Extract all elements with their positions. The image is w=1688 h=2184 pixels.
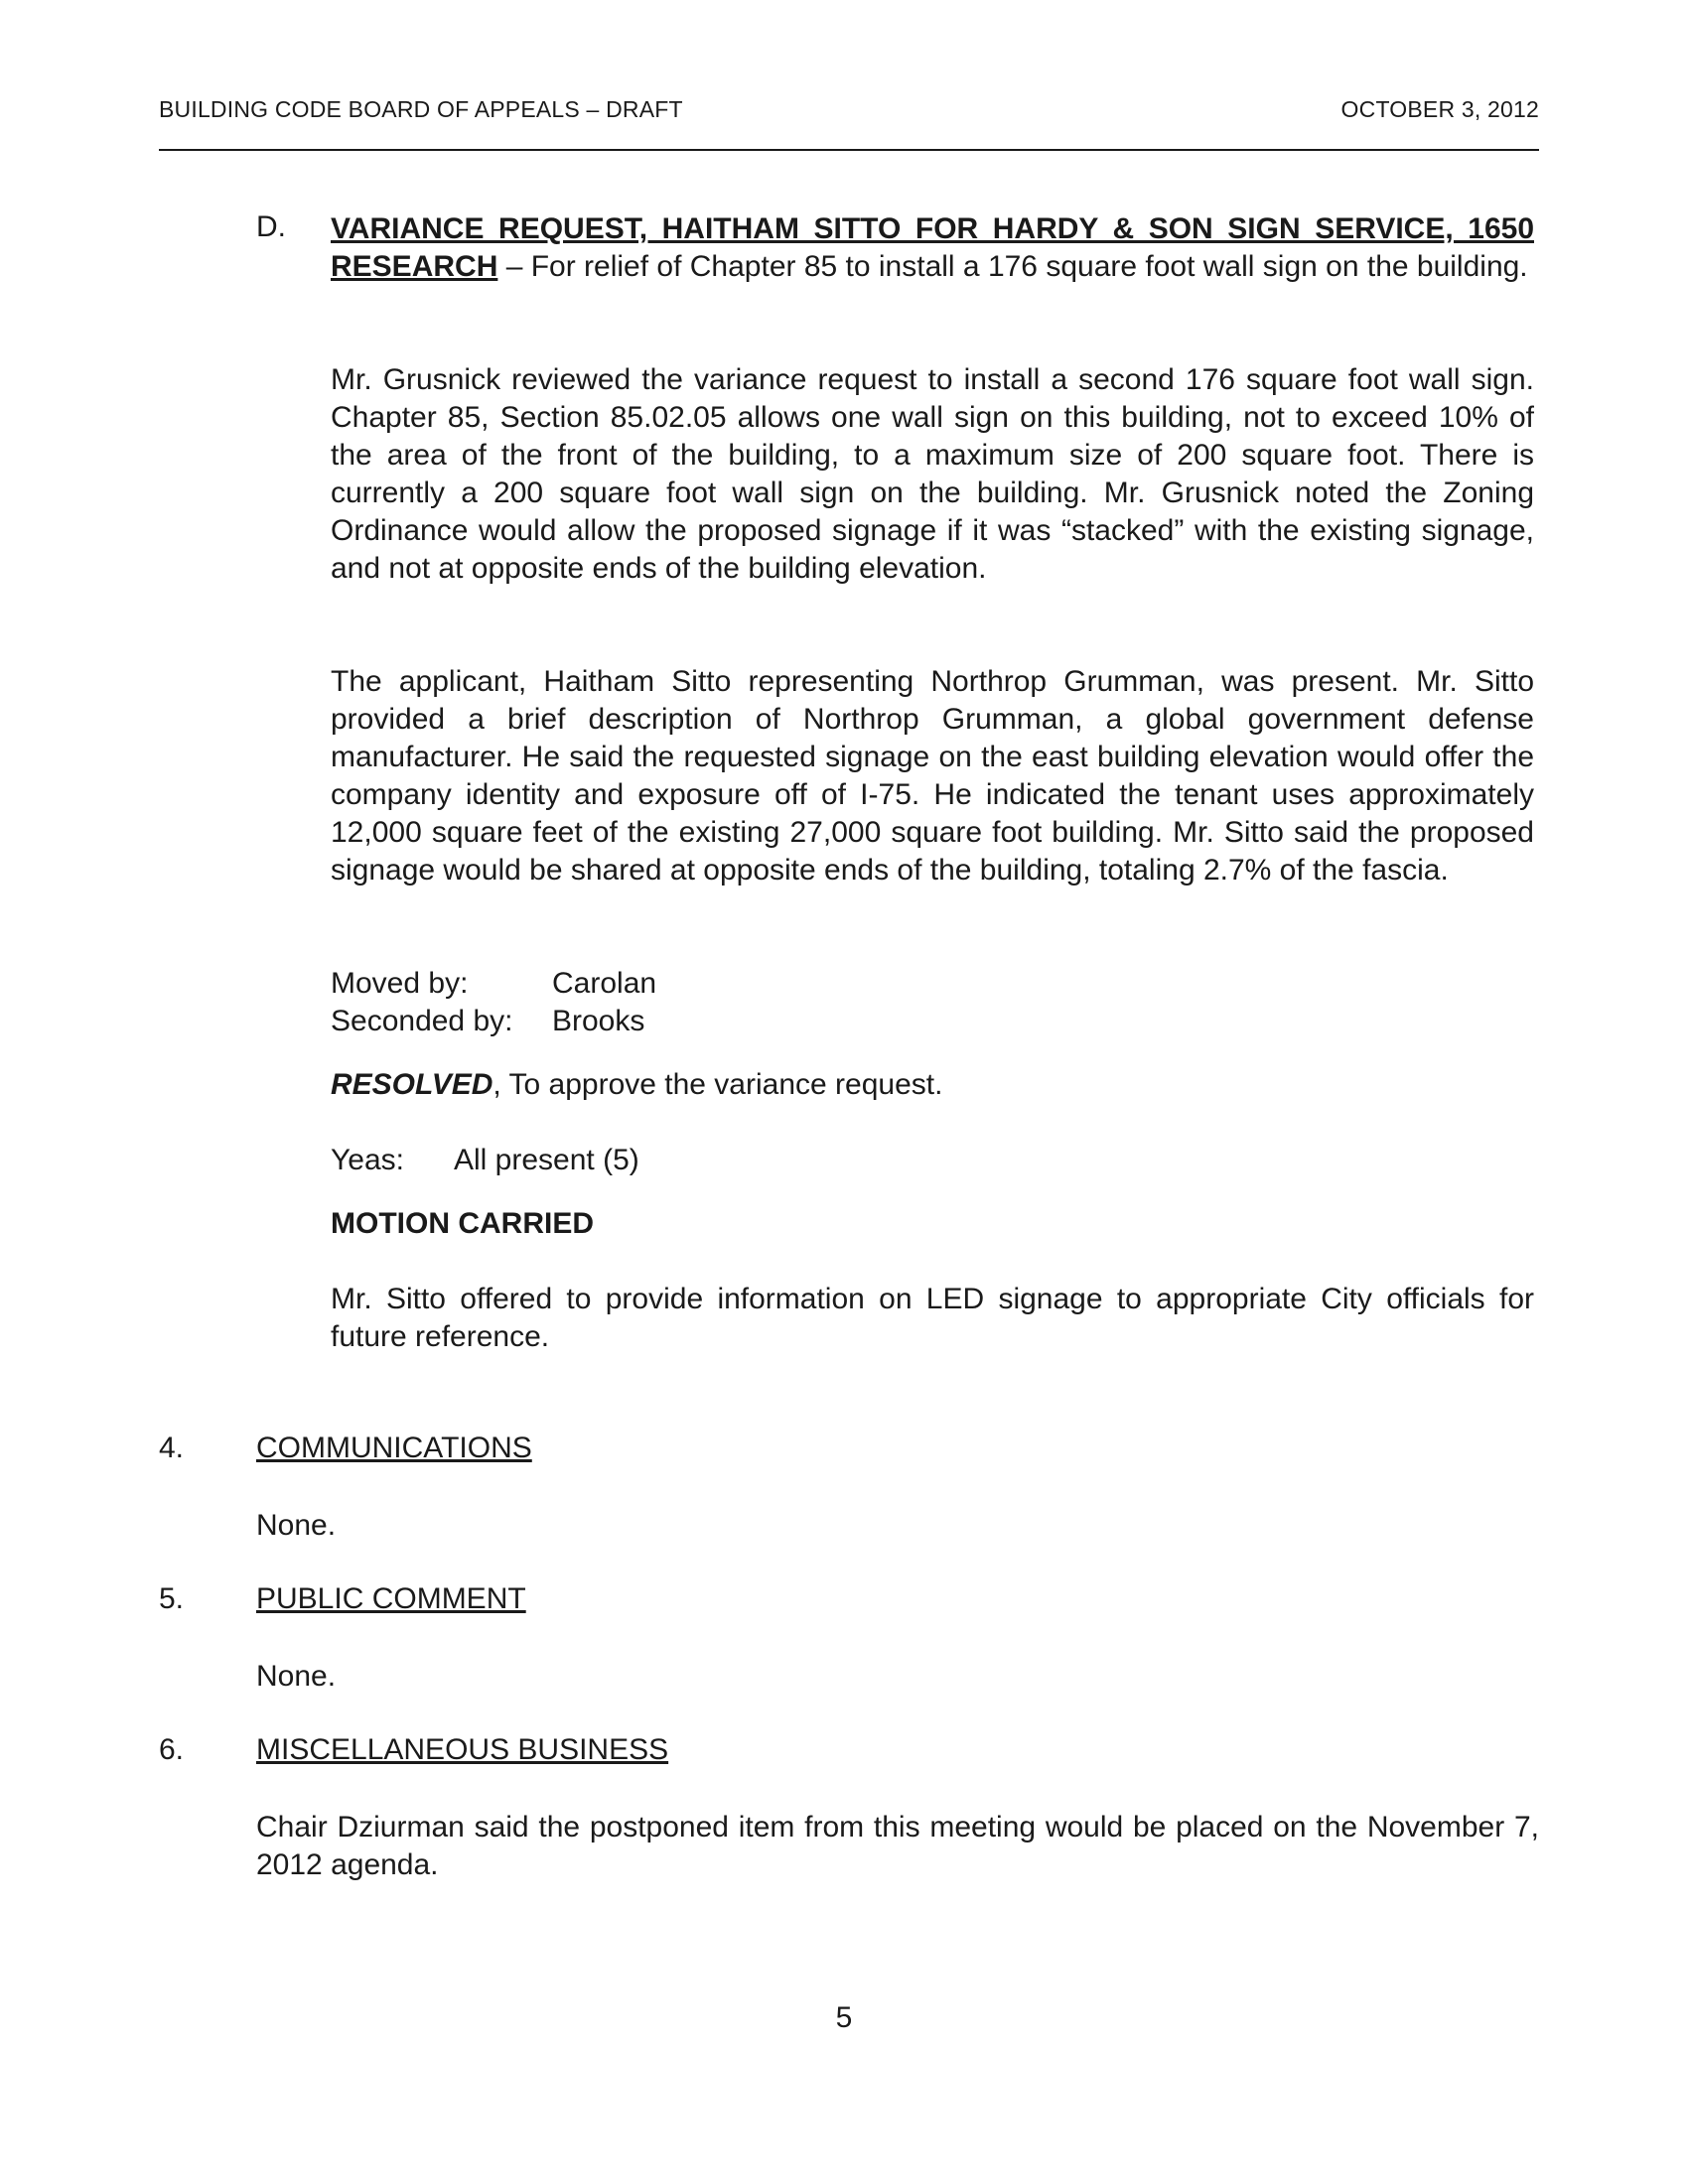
- page-number: 5: [835, 2001, 853, 2034]
- seconded-by-label: Seconded by:: [331, 1005, 513, 1037]
- motion-carried: MOTION CARRIED: [331, 1207, 594, 1240]
- resolution: [331, 1066, 1534, 1104]
- item-d-paragraph-2: [331, 663, 1534, 889]
- moved-by-value: Carolan: [552, 967, 657, 1000]
- moved-by-row: [331, 965, 1534, 1003]
- section-title-public-comment: PUBLIC COMMENT: [256, 1582, 526, 1615]
- header-divider: [159, 149, 1539, 151]
- section-number-misc-business: 6.: [159, 1733, 185, 1766]
- votes-row: [331, 1142, 1534, 1179]
- item-d-title-suffix: – For relief of Chapter 85 to install a 176 square foot wall sign on the building.: [497, 250, 1528, 283]
- section-number-communications: 4.: [159, 1432, 185, 1464]
- section-body-public-comment: None.: [256, 1660, 337, 1693]
- seconded-by-row: [331, 1003, 1534, 1040]
- paragraph-review: Mr. Grusnick reviewed the variance request to install a second 176 square foot wall sign. Chapter 85, Section 85.02.05 allows one wall sign on this building, not to exceed 10% of the area of the front of the building, to a maximum size of 200 square foot. There is currently a 200 square foot wall sign on the building. Mr. Grusnick noted the Zoning Ordinance would allow the proposed signage if it was “stacked” with the existing signage, and not at opposite ends of the building elevation.: [331, 363, 1534, 585]
- moved-by-label: Moved by:: [331, 967, 469, 1000]
- item-d-title: VARIANCE REQUEST, HAITHAM SITTO FOR HARDY & SON SIGN SERVICE, 1650 RESEARCH: [331, 212, 1534, 283]
- motion-block: [331, 965, 1534, 1040]
- section-number-public-comment: 5.: [159, 1582, 185, 1615]
- seconded-by-value: Brooks: [552, 1005, 645, 1037]
- page-header: [159, 96, 1539, 123]
- resolved-text: , To approve the variance request.: [492, 1068, 943, 1101]
- item-d-marker: D.: [256, 210, 286, 243]
- header-title: BUILDING CODE BOARD OF APPEALS – DRAFT: [159, 96, 683, 122]
- section-body-communications: None.: [256, 1509, 337, 1542]
- section-body-misc-business: Chair Dziurman said the postponed item from this meeting would be placed on the November 7, 2012 agenda.: [256, 1811, 1539, 1881]
- paragraph-led-offer: Mr. Sitto offered to provide information on LED signage to appropriate City officials for future reference.: [331, 1283, 1534, 1353]
- paragraph-applicant: The applicant, Haitham Sitto representing Northrop Grumman, was present. Mr. Sitto provided a brief description of Northrop Grumman, a global government defense manufacturer. He said the requested signage on the east building elevation would offer the company identity and exposure off of I-75. He indicated the tenant uses approximately 12,000 square feet of the existing 27,000 square foot building. Mr. Sitto said the proposed signage would be shared at opposite ends of the building, totaling 2.7% of the fascia.: [331, 665, 1534, 887]
- section-title-misc-business: MISCELLANEOUS BUSINESS: [256, 1733, 669, 1766]
- item-d-paragraph-3: [331, 1281, 1534, 1356]
- header-date: OCTOBER 3, 2012: [1340, 96, 1539, 122]
- section-title-communications: COMMUNICATIONS: [256, 1432, 532, 1464]
- yeas-label: Yeas:: [331, 1144, 404, 1176]
- yeas-value: All present (5): [454, 1144, 639, 1176]
- item-d-paragraph-1: [331, 361, 1534, 588]
- resolved-word: RESOLVED: [331, 1068, 493, 1101]
- item-d-title-block: [331, 210, 1534, 286]
